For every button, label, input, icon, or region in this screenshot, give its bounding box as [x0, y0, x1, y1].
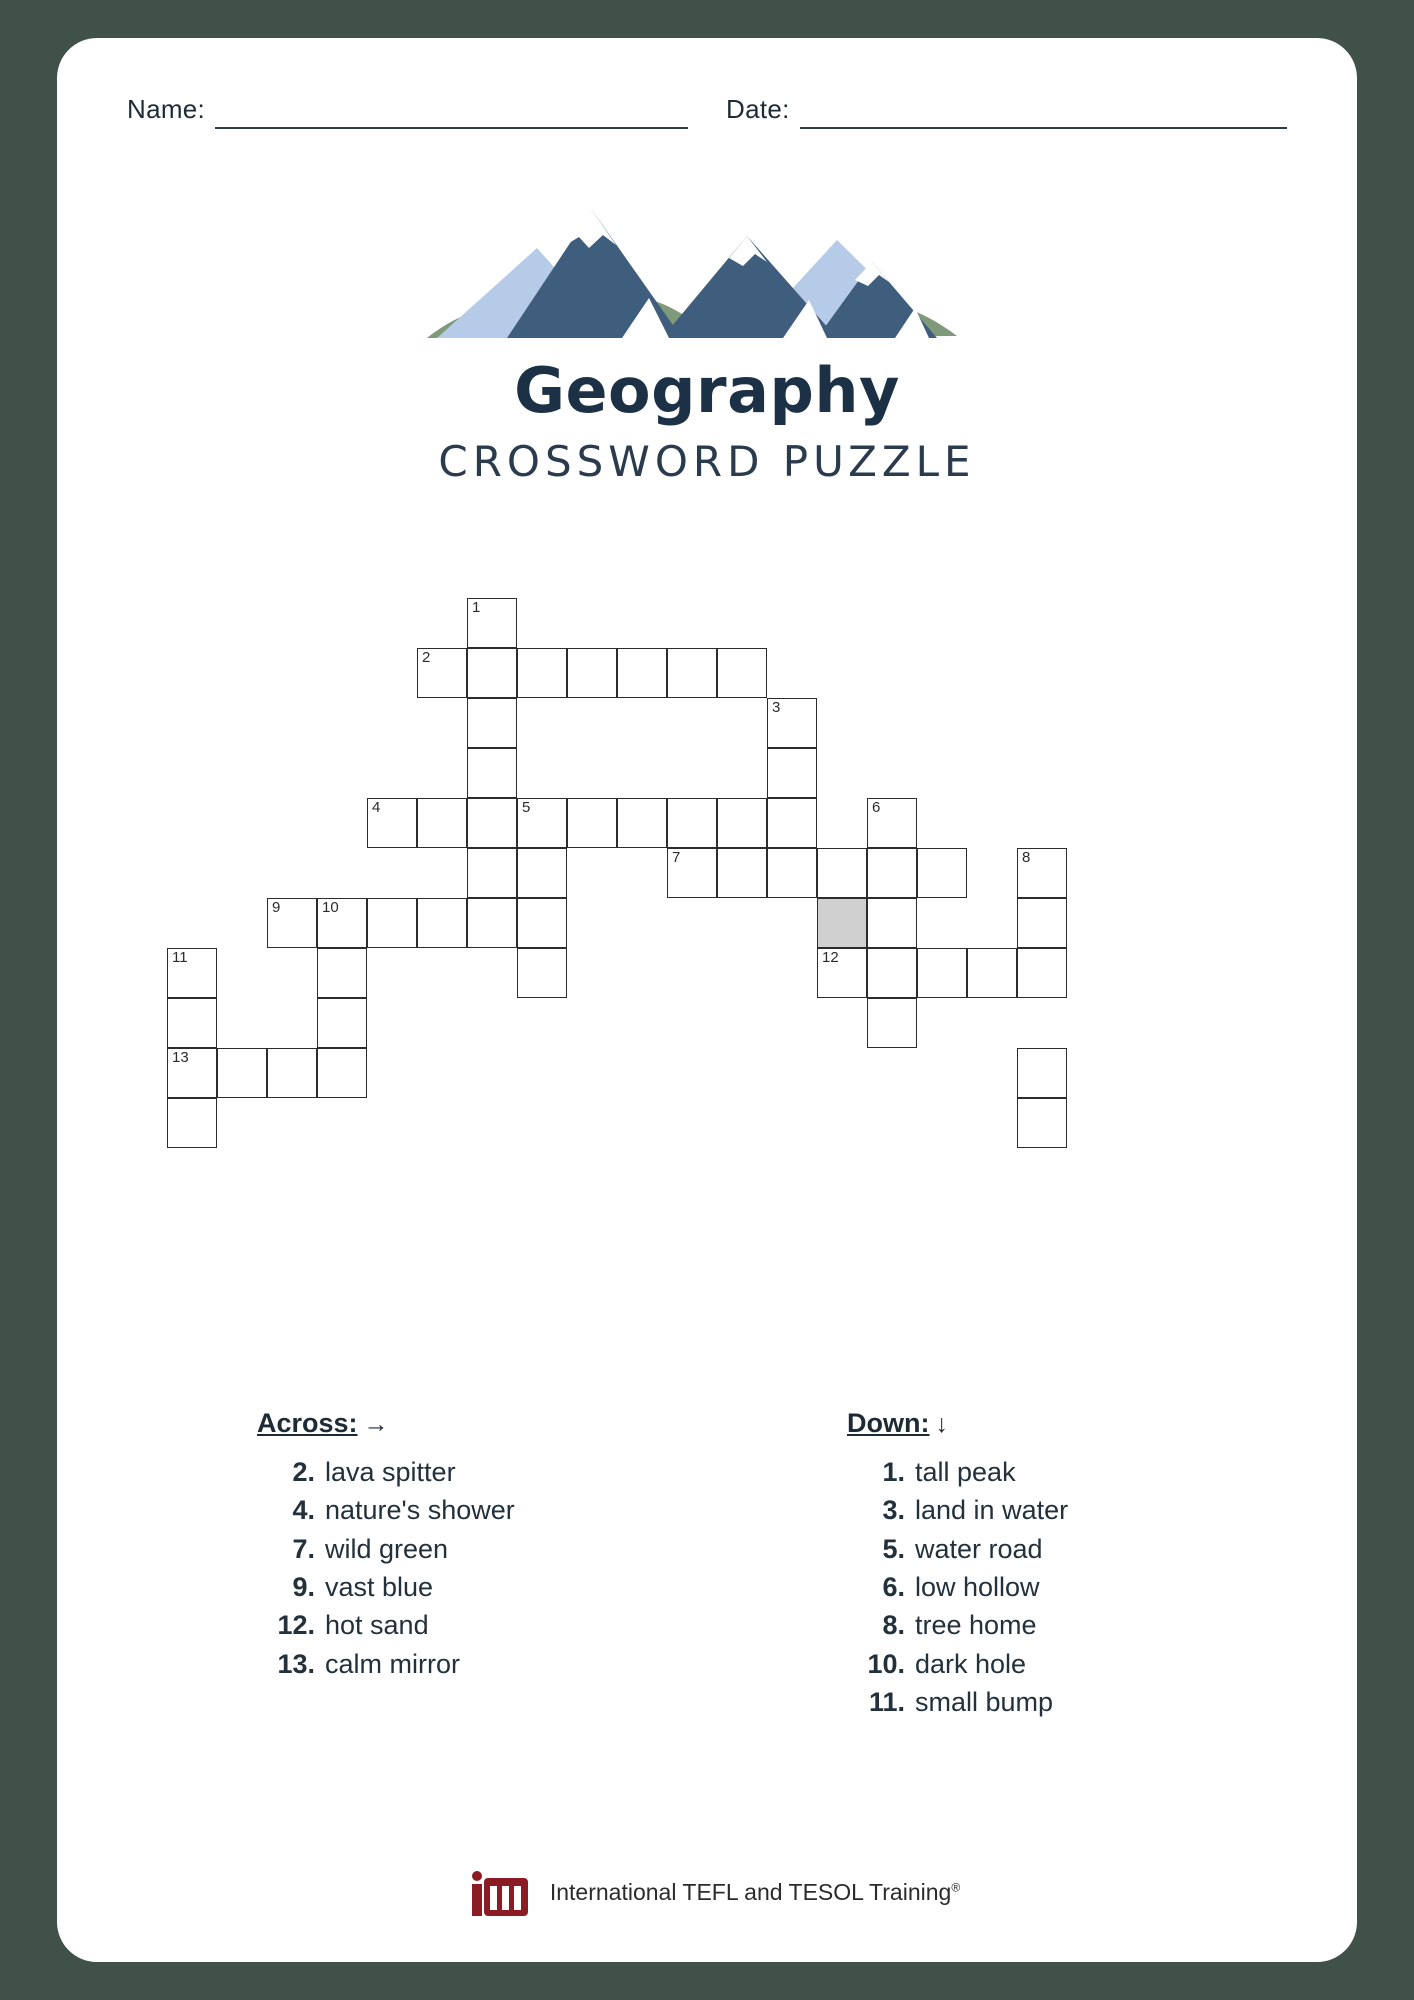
- grid-cell[interactable]: [167, 948, 217, 998]
- clue-text: small bump: [915, 1686, 1054, 1717]
- grid-cell[interactable]: [267, 898, 317, 948]
- grid-cell[interactable]: [1017, 1098, 1067, 1148]
- date-field-group: [726, 93, 1287, 129]
- grid-cell-number: 7: [672, 849, 681, 866]
- grid-cell[interactable]: [317, 898, 367, 948]
- grid-cell[interactable]: [867, 948, 917, 998]
- clue-number: 9.: [292, 1571, 315, 1602]
- down-clue-item: [847, 1568, 1357, 1606]
- grid-cell[interactable]: [417, 648, 467, 698]
- across-clue-item: [257, 1491, 707, 1529]
- clue-number: 7.: [292, 1533, 315, 1564]
- grid-cell-number: 11: [172, 949, 188, 966]
- grid-cell[interactable]: [317, 998, 367, 1048]
- clue-number: 6.: [882, 1571, 905, 1602]
- grid-cell[interactable]: [817, 848, 867, 898]
- footer-label: International TEFL and TESOL Training: [549, 1878, 952, 1905]
- grid-cell[interactable]: [317, 948, 367, 998]
- grid-cell-number: 12: [822, 949, 839, 966]
- down-heading: [847, 1408, 1357, 1439]
- grid-cell[interactable]: [467, 748, 517, 798]
- grid-cell-number: 6: [872, 799, 881, 816]
- grid-cell-number: 10: [322, 899, 339, 916]
- grid-cell[interactable]: [817, 898, 867, 948]
- grid-cell-number: 9: [272, 899, 281, 916]
- grid-cell[interactable]: [367, 898, 417, 948]
- grid-cell[interactable]: [667, 798, 717, 848]
- grid-cell[interactable]: [217, 1048, 267, 1098]
- grid-cell[interactable]: [417, 898, 467, 948]
- grid-cell[interactable]: [467, 898, 517, 948]
- date-input-line[interactable]: [800, 93, 1287, 129]
- clue-text: calm mirror: [325, 1648, 460, 1679]
- name-field-group: [127, 93, 688, 129]
- grid-cell[interactable]: [717, 648, 767, 698]
- grid-cell-number: 4: [372, 799, 381, 816]
- grid-cell-number: 1: [472, 599, 481, 616]
- clue-number: 5.: [882, 1533, 905, 1564]
- grid-cell[interactable]: [167, 1098, 217, 1148]
- grid-cell[interactable]: [867, 848, 917, 898]
- clue-number: 3.: [882, 1495, 905, 1526]
- down-clue-item: [847, 1491, 1357, 1529]
- grid-cell[interactable]: [467, 598, 517, 648]
- grid-cell[interactable]: [517, 798, 567, 848]
- clue-text: water road: [915, 1533, 1043, 1564]
- grid-cell[interactable]: [1017, 848, 1067, 898]
- ittt-logo-icon: [454, 1864, 540, 1920]
- mountain-icon: [417, 188, 997, 348]
- grid-cell[interactable]: [467, 798, 517, 848]
- worksheet-page: [57, 38, 1357, 1962]
- grid-cell[interactable]: [417, 798, 467, 848]
- grid-cell[interactable]: [517, 648, 567, 698]
- grid-cell[interactable]: [517, 898, 567, 948]
- clue-number: 10.: [867, 1648, 905, 1679]
- grid-cell[interactable]: [867, 898, 917, 948]
- grid-cell[interactable]: [567, 648, 617, 698]
- down-clue-list: [847, 1453, 1357, 1721]
- grid-cell[interactable]: [867, 998, 917, 1048]
- clue-number: 11.: [868, 1686, 905, 1717]
- clues-section: [57, 1408, 1357, 1721]
- grid-cell[interactable]: [1017, 1048, 1067, 1098]
- down-column: [707, 1408, 1357, 1721]
- across-heading: [257, 1408, 707, 1439]
- down-heading-text: Down:: [847, 1408, 930, 1438]
- clue-number: 4.: [292, 1495, 315, 1526]
- grid-cell-number: 2: [422, 649, 431, 666]
- across-clue-item: [257, 1453, 707, 1491]
- grid-cell[interactable]: [367, 798, 417, 848]
- clue-number: 1.: [882, 1457, 905, 1487]
- grid-cell[interactable]: [167, 998, 217, 1048]
- grid-cell[interactable]: [317, 1048, 367, 1098]
- grid-cell[interactable]: [517, 948, 567, 998]
- header-fields: [127, 93, 1287, 129]
- grid-cell-number: 3: [772, 699, 781, 716]
- down-clue-item: [847, 1683, 1357, 1721]
- grid-cell-number: 13: [172, 1049, 189, 1066]
- date-label: Date:: [726, 94, 790, 124]
- footer: [57, 1864, 1357, 1920]
- grid-cell[interactable]: [617, 798, 667, 848]
- down-clue-item: [847, 1606, 1357, 1644]
- grid-cell[interactable]: [767, 748, 817, 798]
- grid-cell[interactable]: [767, 848, 817, 898]
- grid-cell[interactable]: [767, 698, 817, 748]
- clue-number: 8.: [882, 1610, 905, 1641]
- clue-text: land in water: [915, 1495, 1069, 1526]
- title-block: [57, 188, 1357, 486]
- across-heading-text: Across:: [257, 1408, 358, 1438]
- grid-cell[interactable]: [167, 1048, 217, 1098]
- grid-cell[interactable]: [667, 848, 717, 898]
- grid-cell[interactable]: [1017, 898, 1067, 948]
- clue-text: tree home: [915, 1610, 1037, 1641]
- grid-cell[interactable]: [517, 848, 567, 898]
- clue-text: tall peak: [915, 1457, 1016, 1487]
- page-subtitle: CROSSWORD PUZZLE: [438, 437, 976, 486]
- page-title: Geography: [514, 354, 900, 427]
- grid-cell[interactable]: [467, 648, 517, 698]
- across-clue-item: [257, 1568, 707, 1606]
- across-clue-item: [257, 1645, 707, 1683]
- name-input-line[interactable]: [215, 93, 688, 129]
- clue-number: 13.: [277, 1648, 315, 1679]
- footer-text: [550, 1879, 960, 1906]
- across-arrow-icon: →: [363, 1410, 389, 1438]
- across-clue-list: [257, 1453, 707, 1683]
- grid-cell[interactable]: [967, 948, 1017, 998]
- grid-cell[interactable]: [617, 648, 667, 698]
- clue-text: dark hole: [915, 1648, 1027, 1679]
- grid-cell[interactable]: [717, 848, 767, 898]
- clue-text: nature's shower: [325, 1495, 515, 1526]
- grid-cell[interactable]: [717, 798, 767, 848]
- grid-cell[interactable]: [917, 848, 967, 898]
- grid-cell[interactable]: [467, 698, 517, 748]
- clue-text: vast blue: [325, 1571, 434, 1602]
- down-clue-item: [847, 1453, 1357, 1491]
- grid-cell[interactable]: [917, 948, 967, 998]
- grid-cell[interactable]: [667, 648, 717, 698]
- grid-cell[interactable]: [1017, 948, 1067, 998]
- grid-cell[interactable]: [817, 948, 867, 998]
- clue-number: 2.: [292, 1457, 315, 1487]
- across-column: [57, 1408, 707, 1721]
- grid-cell[interactable]: [767, 798, 817, 848]
- grid-cell[interactable]: [567, 798, 617, 848]
- clue-text: wild green: [325, 1533, 449, 1564]
- clue-text: low hollow: [915, 1571, 1040, 1602]
- grid-cell[interactable]: [867, 798, 917, 848]
- clue-number: 12.: [277, 1610, 315, 1641]
- clue-text: lava spitter: [325, 1457, 456, 1487]
- across-clue-item: [257, 1530, 707, 1568]
- trademark-symbol: ®: [951, 1879, 961, 1894]
- name-label: Name:: [127, 94, 206, 124]
- across-clue-item: [257, 1606, 707, 1644]
- grid-cell[interactable]: [467, 848, 517, 898]
- clue-text: hot sand: [325, 1610, 429, 1641]
- down-clue-item: [847, 1645, 1357, 1683]
- down-clue-item: [847, 1530, 1357, 1568]
- down-arrow-icon: ↓: [935, 1410, 948, 1438]
- grid-cell[interactable]: [267, 1048, 317, 1098]
- grid-cell-number: 5: [522, 799, 531, 816]
- grid-cell-number: 8: [1022, 849, 1031, 866]
